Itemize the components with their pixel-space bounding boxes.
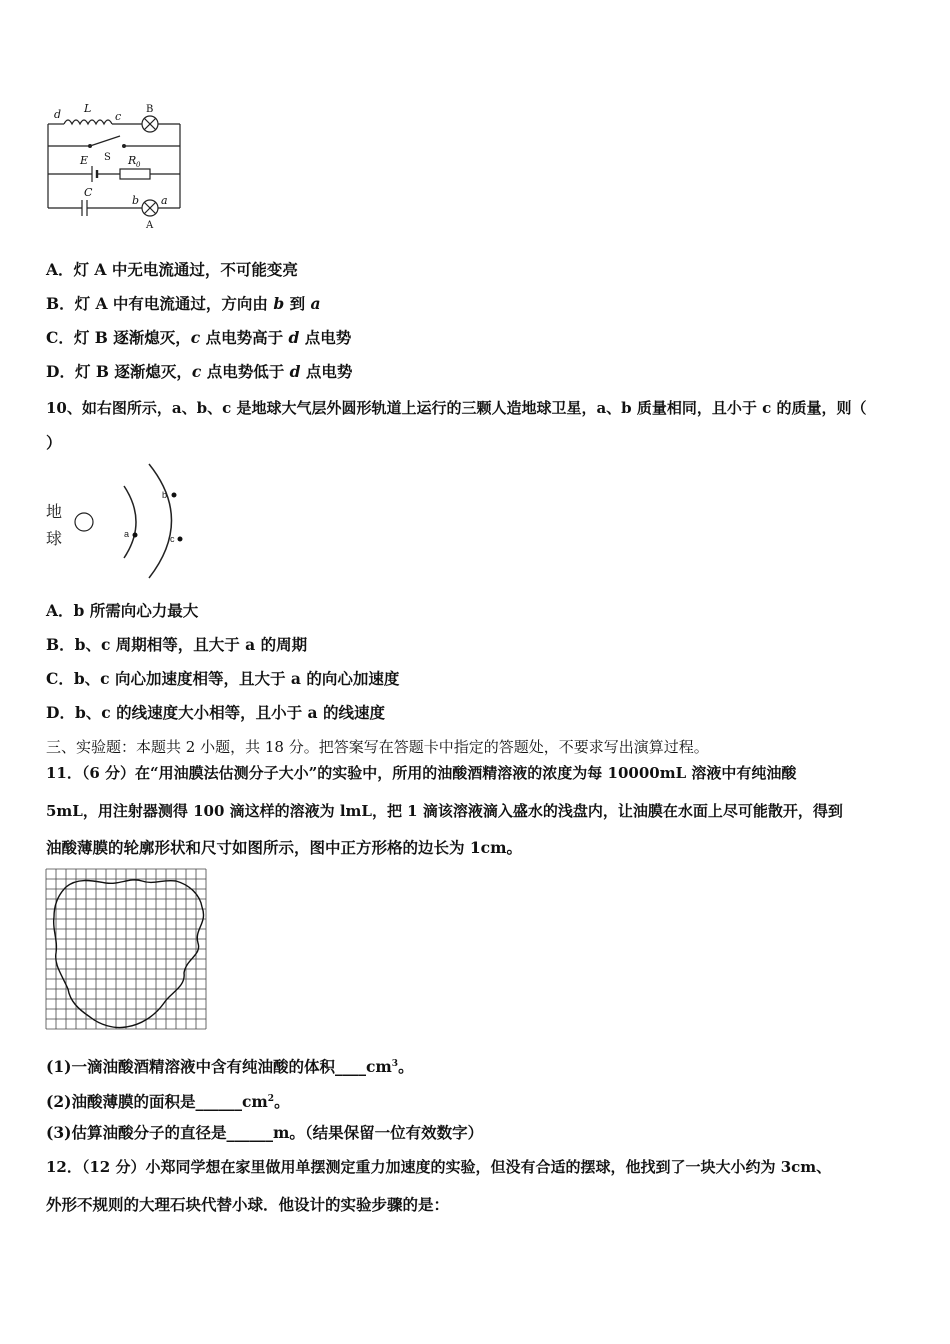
satellite-orbit-figure	[44, 462, 189, 580]
label-c: c	[115, 110, 122, 123]
q10-stem-line2: ）	[46, 433, 62, 452]
label-L: L	[84, 102, 92, 115]
oil-film-grid	[44, 867, 208, 1031]
label-E: E	[80, 154, 89, 167]
label-C: C	[84, 186, 93, 199]
q11-line1: 11．（6 分）在“用油膜法估测分子大小”的实验中，所用的油酸酒精溶液的浓度为每 10000mL 溶液中有纯油酸	[46, 764, 797, 782]
label-sat-b: b	[162, 490, 168, 500]
q12-line2: 外形不规则的大理石块代替小球．他设计的实验步骤的是：	[46, 1195, 450, 1214]
orbit-bc	[149, 464, 172, 578]
circuit-diagram	[40, 100, 190, 232]
q11-sub2: (2)油酸薄膜的面积是$\_\_\_\_\_\_cm^2$。	[46, 1092, 290, 1112]
satellite-c	[178, 537, 183, 542]
label-B: B	[146, 104, 154, 115]
label-R: R	[128, 154, 137, 167]
label-sat-a: a	[124, 529, 130, 539]
q10-option-d: D．b、c 的线速度大小相等，且小于 a 的线速度	[46, 703, 385, 722]
label-S: S	[104, 152, 111, 163]
q9-option-c: C．灯 B 逐渐熄灭，c 点电势高于 d 点电势	[46, 328, 352, 347]
earth-label-1: 地	[46, 504, 63, 521]
q10-option-c: C．b、c 向心加速度相等，且大于 a 的向心加速度	[46, 669, 400, 688]
label-d: d	[54, 108, 62, 121]
q12-line1: 12．（12 分）小郑同学想在家里做用单摆测定重力加速度的实验，但没有合适的摆球，他找到了一块大小约为 3cm、	[46, 1158, 832, 1176]
label-a: a	[161, 194, 168, 207]
label-A: A	[146, 220, 154, 231]
q11-sub3: (3)估算油酸分子的直径是______m。（结果保留一位有效数字）	[46, 1123, 484, 1142]
q9-option-d: D．灯 B 逐渐熄灭，c 点电势低于 d 点电势	[46, 362, 353, 381]
section-heading: 三、实验题：本题共 2 小题，共 18 分。把答案写在答题卡中指定的答题处，不要求写出演算过程。	[46, 738, 709, 756]
label-R-sub: 0	[136, 161, 141, 169]
q9-option-b: B．灯 A 中有电流通过，方向由 b 到 a	[46, 294, 321, 313]
q11-line3: 油酸薄膜的轮廓形状和尺寸如图所示，图中正方形格的边长为 1cm。	[46, 838, 523, 857]
label-sat-c: c	[170, 534, 175, 544]
q9-option-a: A．灯 A 中无电流通过，不可能变亮	[46, 260, 298, 279]
q10-option-a: A．b 所需向心力最大	[46, 601, 199, 620]
q11-sub1: (1)一滴油酸酒精溶液中含有纯油酸的体积$\_\_\_\_cm^3$。	[46, 1057, 414, 1077]
earth-label-2: 球	[46, 531, 63, 548]
satellite-b	[172, 493, 177, 498]
q11-line2: 5mL，用注射器测得 100 滴这样的溶液为 lmL，把 1 滴该溶液滴入盛水的浅盘内，让油膜在水面上尽可能散开，得到	[46, 802, 843, 820]
earth-circle	[75, 513, 93, 531]
q10-stem-line1: 10、如右图所示，a、b、c 是地球大气层外圆形轨道上运行的三颗人造地球卫星，a、b 质量相同，且小于 c 的质量，则（	[46, 399, 867, 417]
orbit-a	[124, 486, 136, 558]
label-b: b	[132, 194, 140, 207]
satellite-a	[133, 533, 138, 538]
q10-option-b: B．b、c 周期相等，且大于 a 的周期	[46, 635, 308, 654]
